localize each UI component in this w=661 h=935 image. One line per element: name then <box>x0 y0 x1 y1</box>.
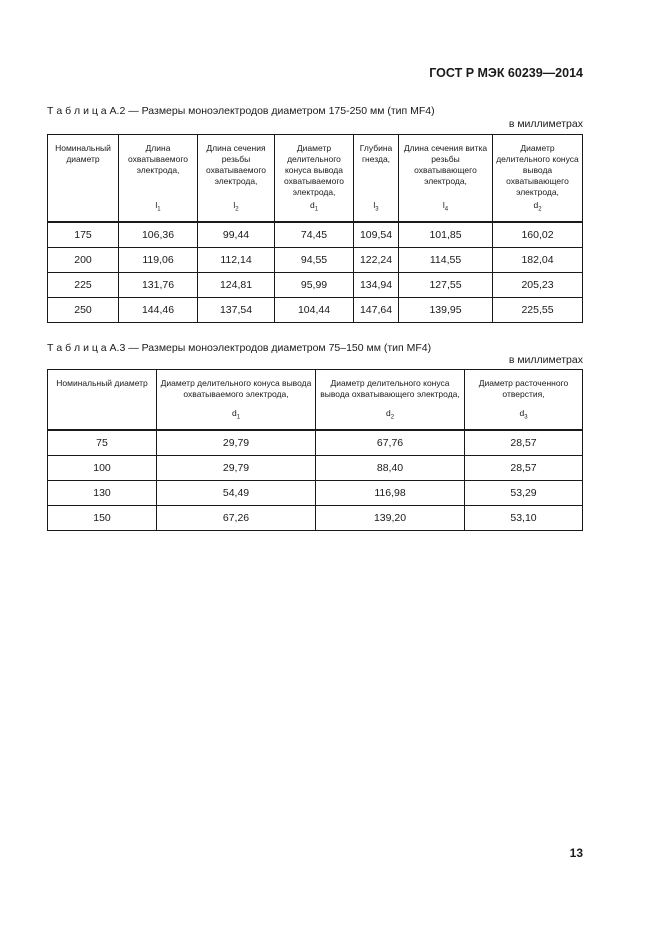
table-cell: 29,79 <box>157 430 316 456</box>
table-cell: 144,46 <box>119 298 198 323</box>
table-cell: 94,55 <box>275 248 354 273</box>
table-a3-col-header: Диаметр делительного конуса вывода охватывающего электрода, $d_2$ <box>316 370 465 431</box>
table-a2-title: Т а б л и ц а А.2 — Размеры моноэлектродов диаметром 175-250 мм (тип MF4) <box>47 105 435 117</box>
table-cell: 95,99 <box>275 273 354 298</box>
table-a2-col-header: Длина сечения витка резьбы охватывающего электрода, $l_4$ <box>399 135 493 223</box>
table-cell: 112,14 <box>198 248 275 273</box>
table-cell: 131,76 <box>119 273 198 298</box>
table-cell: 127,55 <box>399 273 493 298</box>
table-row <box>48 430 583 456</box>
table-a2-col-header: Длина сечения резьбы охватываемого электрода, $l_2$ <box>198 135 275 223</box>
table-cell: 28,57 <box>465 456 583 481</box>
table-cell: 29,79 <box>157 456 316 481</box>
table-row <box>48 298 583 323</box>
table-cell: 100 <box>48 456 157 481</box>
table-cell: 225,55 <box>493 298 583 323</box>
table-cell: 53,10 <box>465 506 583 531</box>
table-cell: 114,55 <box>399 248 493 273</box>
table-a2-units: в миллиметрах <box>508 118 583 130</box>
table-cell: 139,95 <box>399 298 493 323</box>
table-cell: 130 <box>48 481 157 506</box>
table-a3-units: в миллиметрах <box>508 354 583 366</box>
table-row <box>48 273 583 298</box>
table-cell: 67,26 <box>157 506 316 531</box>
table-row <box>48 481 583 506</box>
table-a2-col-header: Длина охватываемого электрода, $l_1$ <box>119 135 198 223</box>
table-cell: 150 <box>48 506 157 531</box>
table-cell: 74,45 <box>275 222 354 248</box>
table-row <box>48 248 583 273</box>
table-cell: 106,36 <box>119 222 198 248</box>
table-cell: 53,29 <box>465 481 583 506</box>
table-cell: 88,40 <box>316 456 465 481</box>
table-a3-title: Т а б л и ц а А.3 — Размеры моноэлектродов диаметром 75–150 мм (тип MF4) <box>47 342 432 354</box>
table-a2-col-header: Диаметр делительного конуса вывода охватывающего электрода, $d_2$ <box>493 135 583 223</box>
table-a3-header-row <box>48 370 583 431</box>
table-cell: 250 <box>48 298 119 323</box>
table-cell: 137,54 <box>198 298 275 323</box>
page-number: 13 <box>569 846 583 860</box>
table-row <box>48 506 583 531</box>
table-a2-col-header: Номинальный диаметр <box>48 135 119 223</box>
table-cell: 200 <box>48 248 119 273</box>
table-a2 <box>47 134 583 323</box>
table-cell: 116,98 <box>316 481 465 506</box>
table-cell: 109,54 <box>354 222 399 248</box>
table-cell: 104,44 <box>275 298 354 323</box>
table-cell: 205,23 <box>493 273 583 298</box>
table-cell: 182,04 <box>493 248 583 273</box>
table-a3-col-header: Номинальный диаметр <box>48 370 157 431</box>
document-code: ГОСТ Р МЭК 60239—2014 <box>429 66 583 80</box>
table-cell: 75 <box>48 430 157 456</box>
table-a2-header-row <box>48 135 583 223</box>
table-cell: 122,24 <box>354 248 399 273</box>
table-a2-col-header: Диаметр делительного конуса вывода охватываемого электрода, $d_1$ <box>275 135 354 223</box>
table-cell: 147,64 <box>354 298 399 323</box>
table-a3-col-header: Диаметр делительного конуса вывода охватываемого электрода, $d_1$ <box>157 370 316 431</box>
table-a3 <box>47 369 583 531</box>
table-row <box>48 456 583 481</box>
table-cell: 101,85 <box>399 222 493 248</box>
table-cell: 160,02 <box>493 222 583 248</box>
table-cell: 175 <box>48 222 119 248</box>
table-cell: 225 <box>48 273 119 298</box>
table-cell: 139,20 <box>316 506 465 531</box>
table-cell: 67,76 <box>316 430 465 456</box>
table-cell: 28,57 <box>465 430 583 456</box>
table-a3-col-header: Диаметр расточенного отверстия, $d_3$ <box>465 370 583 431</box>
table-cell: 119,06 <box>119 248 198 273</box>
table-cell: 134,94 <box>354 273 399 298</box>
table-row <box>48 222 583 248</box>
table-cell: 124,81 <box>198 273 275 298</box>
table-a2-col-header: Глубина гнезда, $l_3$ <box>354 135 399 223</box>
table-cell: 99,44 <box>198 222 275 248</box>
table-cell: 54,49 <box>157 481 316 506</box>
